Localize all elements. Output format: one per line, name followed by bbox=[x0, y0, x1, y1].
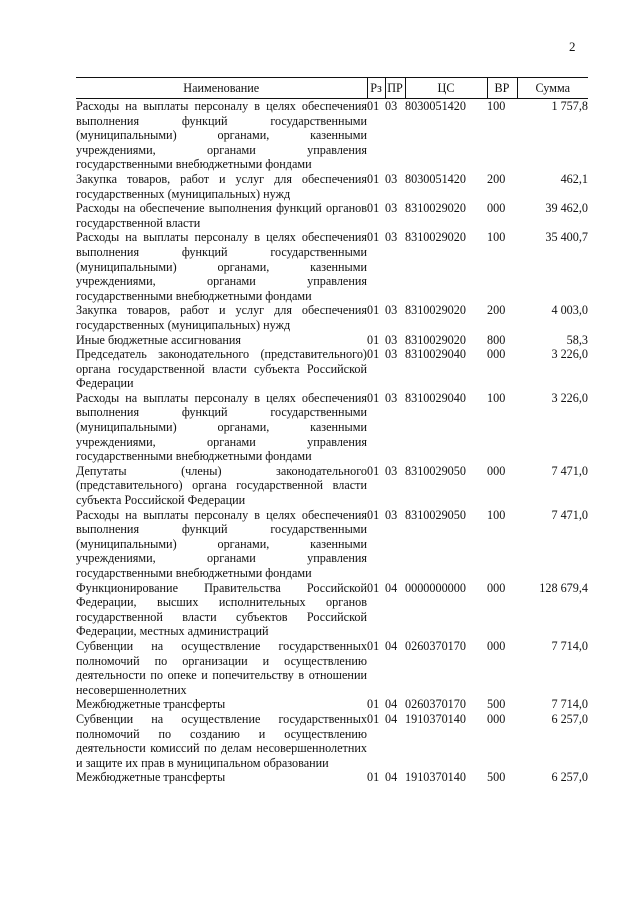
cell-cs: 8310029020 bbox=[405, 332, 466, 347]
cell-vr: 100 bbox=[487, 99, 506, 113]
header-name: Наименование bbox=[76, 78, 367, 99]
cell-vr: 800 bbox=[487, 332, 506, 347]
cell-sum: 1 757,8 bbox=[551, 99, 588, 113]
cell-sum: 7 471,0 bbox=[551, 463, 588, 478]
cell-rz: 01 bbox=[367, 201, 380, 216]
cell-cs: 8310029020 bbox=[405, 303, 466, 318]
table-row bbox=[76, 201, 588, 230]
cell-pr: 03 bbox=[385, 507, 398, 522]
header-rz: Рз bbox=[367, 78, 385, 99]
cell-pr: 03 bbox=[385, 347, 398, 362]
cell-rz: 01 bbox=[367, 303, 380, 318]
cell-rz: 01 bbox=[367, 230, 380, 245]
table-row bbox=[76, 230, 588, 303]
cell-pr: 03 bbox=[385, 390, 398, 405]
cell-name: Субвенции на осуществление государственных полномочий по организации и осуществлению деятельности по опеке и попечительству в отношении несовершеннолетних bbox=[76, 638, 367, 697]
cell-pr: 04 bbox=[385, 711, 398, 726]
header-pr: ПР bbox=[385, 78, 405, 99]
cell-sum: 58,3 bbox=[566, 332, 588, 347]
header-vr: ВР bbox=[487, 78, 517, 99]
cell-name: Расходы на выплаты персоналу в целях обеспечения выполнения функций государственными (муниципальными) органами, казенными учреждениями, органами управления государственными внебюджетными фондами bbox=[76, 99, 367, 172]
cell-vr: 500 bbox=[487, 697, 506, 712]
table-header-row bbox=[76, 78, 588, 99]
cell-sum: 3 226,0 bbox=[551, 390, 588, 405]
cell-rz: 01 bbox=[367, 507, 380, 522]
cell-rz: 01 bbox=[367, 770, 380, 785]
cell-vr: 100 bbox=[487, 507, 506, 522]
cell-sum: 39 462,0 bbox=[545, 201, 588, 216]
table-row bbox=[76, 172, 588, 201]
cell-sum: 4 003,0 bbox=[551, 303, 588, 318]
cell-vr: 000 bbox=[487, 638, 506, 653]
cell-name: Депутаты (члены) законодательного (представительного) органа государственной власти субъекта Российской Федерации bbox=[76, 463, 367, 508]
cell-vr: 000 bbox=[487, 711, 506, 726]
cell-pr: 03 bbox=[385, 99, 398, 113]
cell-cs: 8310029050 bbox=[405, 507, 466, 522]
cell-pr: 04 bbox=[385, 770, 398, 785]
table-row bbox=[76, 391, 588, 464]
cell-name: Межбюджетные трансферты bbox=[76, 697, 226, 712]
cell-vr: 100 bbox=[487, 390, 506, 405]
cell-cs: 8310029050 bbox=[405, 463, 466, 478]
cell-vr: 000 bbox=[487, 463, 506, 478]
table-row bbox=[76, 508, 588, 581]
cell-rz: 01 bbox=[367, 711, 380, 726]
budget-table bbox=[76, 77, 588, 785]
cell-vr: 500 bbox=[487, 770, 506, 785]
cell-pr: 04 bbox=[385, 580, 398, 595]
cell-pr: 03 bbox=[385, 463, 398, 478]
cell-sum: 7 471,0 bbox=[551, 507, 588, 522]
cell-pr: 04 bbox=[385, 638, 398, 653]
cell-vr: 200 bbox=[487, 171, 506, 186]
cell-cs: 8310029040 bbox=[405, 347, 466, 362]
table-row bbox=[76, 333, 588, 348]
table-row bbox=[76, 464, 588, 508]
cell-cs: 0260370170 bbox=[405, 638, 466, 653]
cell-rz: 01 bbox=[367, 580, 380, 595]
cell-sum: 3 226,0 bbox=[551, 347, 588, 362]
cell-cs: 8310029040 bbox=[405, 390, 466, 405]
cell-rz: 01 bbox=[367, 638, 380, 653]
cell-sum: 128 679,4 bbox=[539, 580, 588, 595]
table-row bbox=[76, 347, 588, 391]
cell-rz: 01 bbox=[367, 390, 380, 405]
cell-vr: 100 bbox=[487, 230, 506, 245]
page-number: 2 bbox=[569, 39, 576, 54]
cell-cs: 1910370140 bbox=[405, 711, 466, 726]
cell-cs: 8030051420 bbox=[405, 171, 466, 186]
cell-sum: 7 714,0 bbox=[551, 638, 588, 653]
table-row bbox=[76, 303, 588, 332]
cell-vr: 000 bbox=[487, 580, 506, 595]
cell-sum: 7 714,0 bbox=[551, 697, 588, 712]
cell-rz: 01 bbox=[367, 171, 380, 186]
cell-cs: 8030051420 bbox=[405, 99, 466, 113]
cell-sum: 35 400,7 bbox=[545, 230, 588, 245]
cell-rz: 01 bbox=[367, 697, 380, 712]
cell-name: Расходы на выплаты персоналу в целях обеспечения выполнения функций государственными (муниципальными) органами, казенными учреждениями, органами управления государственными внебюджетными фондами bbox=[76, 230, 367, 303]
table-row bbox=[76, 697, 588, 712]
cell-rz: 01 bbox=[367, 332, 380, 347]
cell-pr: 03 bbox=[385, 230, 398, 245]
table-row bbox=[76, 639, 588, 697]
cell-rz: 01 bbox=[367, 347, 380, 362]
cell-pr: 04 bbox=[385, 697, 398, 712]
cell-vr: 200 bbox=[487, 303, 506, 318]
cell-cs: 0260370170 bbox=[405, 697, 466, 712]
header-cs: ЦС bbox=[405, 78, 487, 99]
cell-sum: 6 257,0 bbox=[551, 770, 588, 785]
cell-name: Расходы на обеспечение выполнения функций органов государственной власти bbox=[76, 201, 367, 230]
cell-rz: 01 bbox=[367, 99, 380, 113]
table-row bbox=[76, 99, 588, 172]
cell-rz: 01 bbox=[367, 463, 380, 478]
header-sum: Сумма bbox=[517, 78, 588, 99]
cell-name: Расходы на выплаты персоналу в целях обеспечения выполнения функций государственными (муниципальными) органами, казенными учреждениями, органами управления государственными внебюджетными фондами bbox=[76, 390, 367, 464]
table-row bbox=[76, 712, 588, 770]
cell-name: Председатель законодательного (представительного) органа государственной власти субъекта Российской Федерации bbox=[76, 347, 367, 391]
cell-pr: 03 bbox=[385, 201, 398, 216]
table-row bbox=[76, 770, 588, 785]
cell-name: Закупка товаров, работ и услуг для обеспечения государственных (муниципальных) нужд bbox=[76, 171, 367, 201]
cell-cs: 0000000000 bbox=[405, 580, 466, 595]
table-row bbox=[76, 581, 588, 639]
cell-vr: 000 bbox=[487, 347, 506, 362]
cell-name: Закупка товаров, работ и услуг для обеспечения государственных (муниципальных) нужд bbox=[76, 303, 367, 332]
cell-sum: 462,1 bbox=[560, 171, 588, 186]
cell-cs: 1910370140 bbox=[405, 770, 466, 785]
cell-vr: 000 bbox=[487, 201, 506, 216]
cell-sum: 6 257,0 bbox=[551, 711, 588, 726]
cell-name: Субвенции на осуществление государственных полномочий по созданию и осуществлению деятельности комиссий по делам несовершеннолетних и защите их прав в муниципальном образовании bbox=[76, 711, 367, 770]
table-body bbox=[76, 99, 588, 785]
cell-pr: 03 bbox=[385, 332, 398, 347]
cell-name: Иные бюджетные ассигнования bbox=[76, 332, 242, 347]
cell-name: Расходы на выплаты персоналу в целях обеспечения выполнения функций государственными (муниципальными) органами, казенными учреждениями, органами управления государственными внебюджетными фондами bbox=[76, 507, 367, 580]
cell-cs: 8310029020 bbox=[405, 230, 466, 245]
cell-name: Функционирование Правительства Российской Федерации, высших исполнительных органов государственной власти субъектов Российской Федерации, местных администраций bbox=[76, 580, 367, 639]
cell-pr: 03 bbox=[385, 171, 398, 186]
cell-cs: 8310029020 bbox=[405, 201, 466, 216]
cell-name: Межбюджетные трансферты bbox=[76, 770, 226, 785]
cell-pr: 03 bbox=[385, 303, 398, 318]
